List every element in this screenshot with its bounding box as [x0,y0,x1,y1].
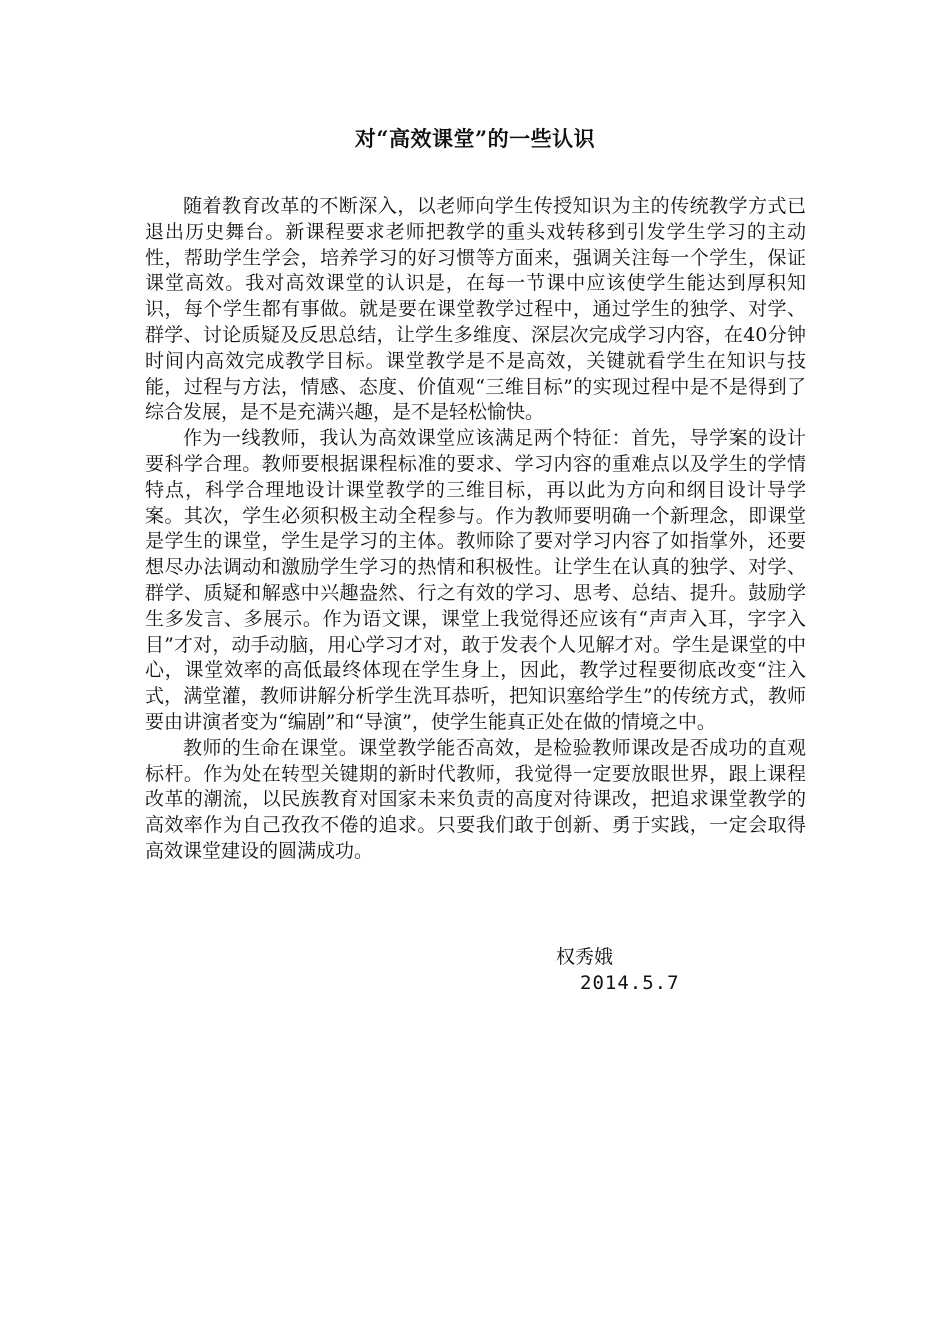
document-body [145,194,806,865]
document-title: 对“高效课堂”的一些认识 [354,126,596,151]
paragraph-1: 随着教育改革的不断深入，以老师向学生传授知识为主的传统教学方式已退出历史舞台。新课程要求老师把教学的重头戏转移到引发学生学习的主动性，帮助学生学会，培养学习的好习惯等方面来，强调关注每一个学生，保证课堂高效。我对高效课堂的认识是，在每一节课中应该使学生能达到厚积知识，每个学生都有事做。就是要在课堂教学过程中，通过学生的独学、对学、群学、讨论质疑及反思总结，让学生多维度、深层次完成学习内容，在40分钟时间内高效完成教学目标。课堂教学是不是高效，关键就看学生在知识与技能，过程与方法，情感、态度、价值观“三维目标”的实现过程中是不是得到了综合发展，是不是充满兴趣，是不是轻松愉快。 [145,195,806,424]
document-date: 2014.5.7 [580,972,680,994]
author-signature: 权秀娥 [556,946,614,968]
paragraph-2: 作为一线教师，我认为高效课堂应该满足两个特征：首先，导学案的设计要科学合理。教师要根据课程标准的要求、学习内容的重难点以及学生的学情特点，科学合理地设计课堂教学的三维目标，再以此为方向和纲目设计导学案。其次，学生必须积极主动全程参与。作为教师要明确一个新理念，即课堂是学生的课堂，学生是学习的主体。教师除了要对学习内容了如指掌外，还要想尽办法调动和激励学生学习的热情和积极性。让学生在认真的独学、对学、群学、质疑和解惑中兴趣盎然、行之有效的学习、思考、总结、提升。鼓励学生多发言、多展示。作为语文课，课堂上我觉得还应该有“声声入耳，字字入目”才对，动手动脑，用心学习才对，敢于发表个人见解才对。学生是课堂的中心，课堂效率的高低最终体现在学生身上，因此，教学过程要彻底改变“注入式，满堂灌，教师讲解分析学生洗耳恭听，把知识塞给学生”的传统方式，教师要由讲演者变为“编剧”和“导演”，使学生能真正处在做的情境之中。 [145,427,806,733]
paragraph-3: 教师的生命在课堂。课堂教学能否高效，是检验教师课改是否成功的直观标杆。作为处在转型关键期的新时代教师，我觉得一定要放眼世界，跟上课程改革的潮流，以民族教育对国家未来负责的高度对待课改，把追求课堂教学的高效率作为自己孜孜不倦的追求。只要我们敢于创新、勇于实践，一定会取得高效课堂建设的圆满成功。 [145,736,806,862]
